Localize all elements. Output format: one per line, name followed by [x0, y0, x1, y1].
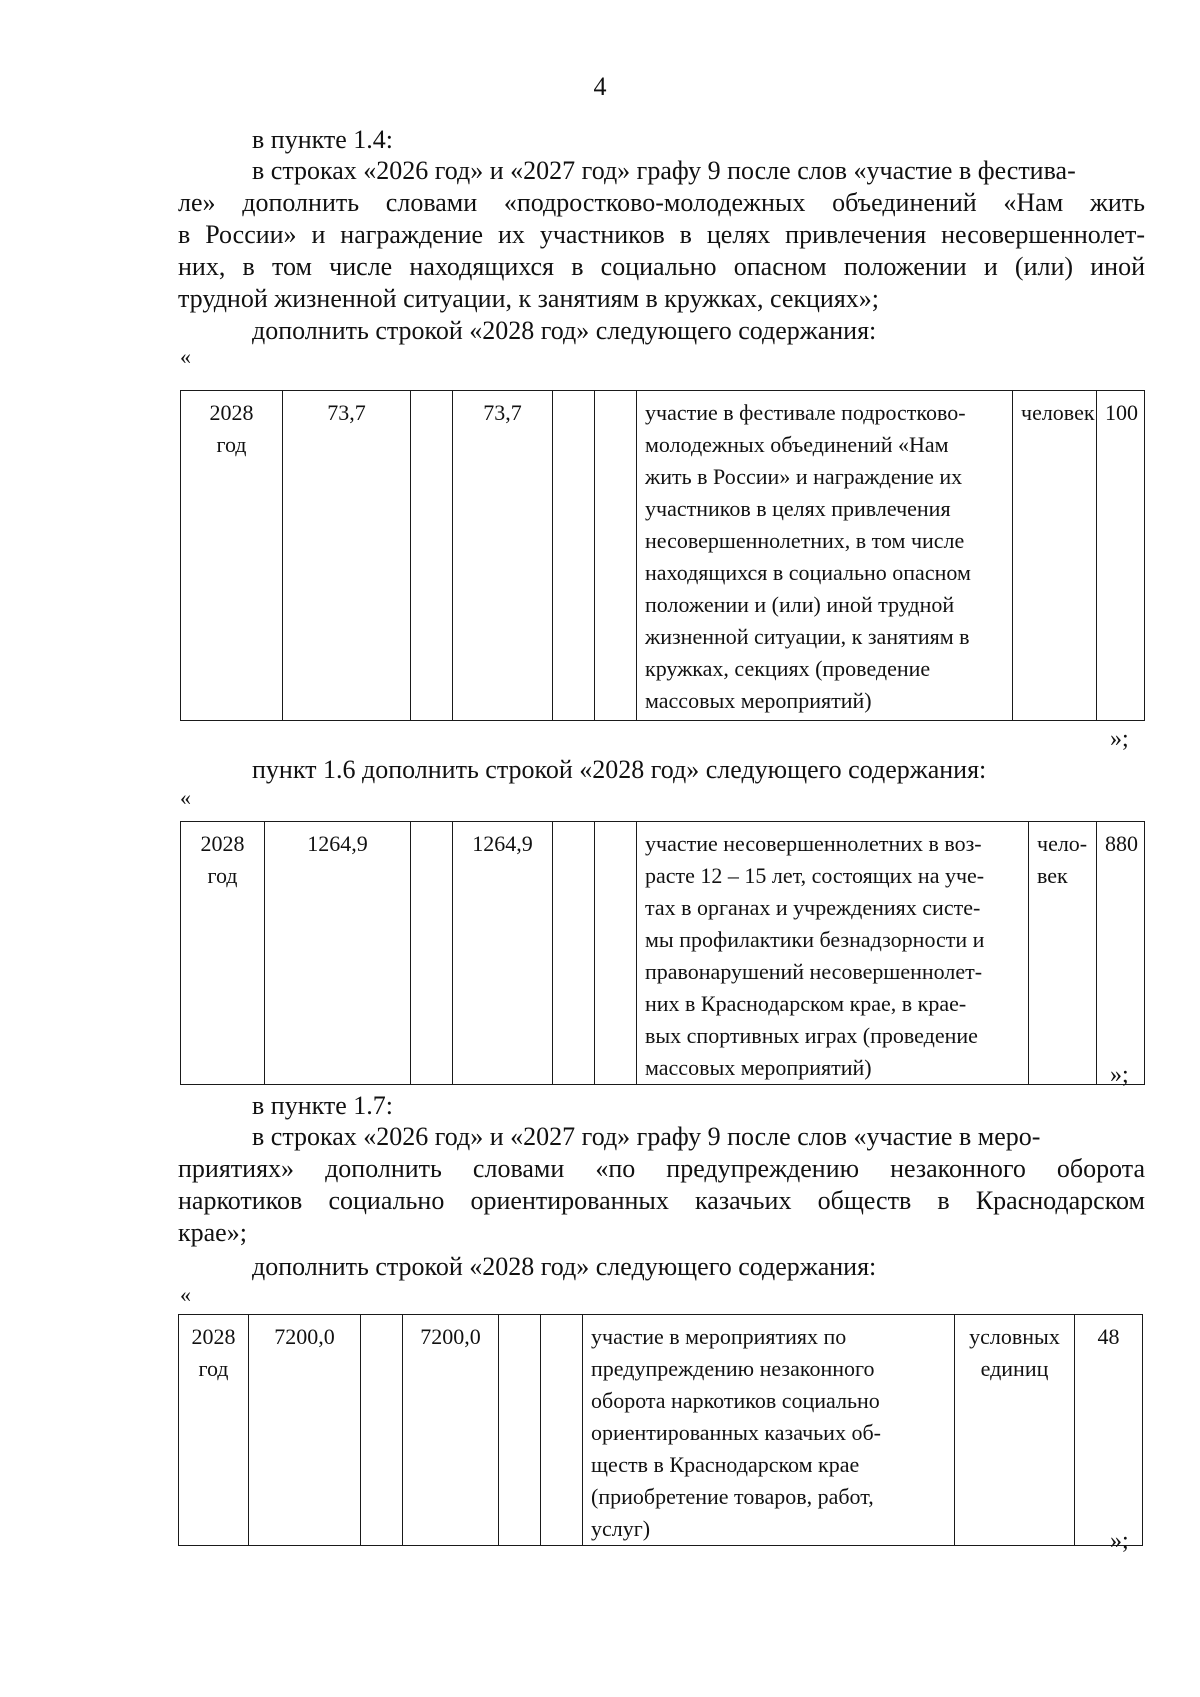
section-1-7-paragraph-line-1: в строках «2026 год» и «2027 год» графу 9 после слов «участие в меро-	[252, 1122, 1041, 1151]
description-line: правонарушений несовершеннолет-	[645, 959, 983, 984]
description-line: кружках, секциях (проведение	[645, 656, 931, 681]
section-1-7-quote-open: «	[180, 1282, 191, 1307]
description-line: участие несовершеннолетних в воз-	[645, 831, 982, 856]
year-cell	[179, 1315, 249, 1546]
unit-line: условных	[969, 1324, 1060, 1349]
section-1-4-table-row	[181, 391, 1145, 721]
description-line: участие в фестивале подростково-	[645, 400, 966, 425]
section-1-7-table	[178, 1314, 1143, 1546]
section-1-7-add-row-instruction: дополнить строкой «2028 год» следующего содержания:	[252, 1252, 877, 1281]
description-line: предупреждению незаконного	[591, 1356, 875, 1381]
unit-cell	[1029, 822, 1097, 1085]
year-number: 2028	[191, 1324, 236, 1349]
section-1-4-paragraph-line-4: них, в том числе находящихся в социально опасном положении и (или) иной	[178, 252, 1145, 281]
description-line: расте 12 – 15 лет, состоящих на уче-	[645, 863, 985, 888]
year-label: год	[216, 432, 247, 457]
value-cell: 880	[1097, 822, 1145, 1085]
total-amount-cell: 1264,9	[265, 822, 411, 1085]
empty-cell-col3	[361, 1315, 403, 1546]
description-line: массовых мероприятий)	[645, 1055, 872, 1080]
description-line: тах в органах и учреждениях систе-	[645, 895, 981, 920]
empty-cell-col5	[553, 822, 595, 1085]
description-line: несовершеннолетних, в том числе	[645, 528, 965, 553]
description-line: вых спортивных играх (проведение	[645, 1023, 978, 1048]
description-line: находящихся в социально опасном	[645, 560, 971, 585]
unit-line: век	[1037, 863, 1068, 888]
section-1-4-add-row-instruction: дополнить строкой «2028 год» следующего содержания:	[252, 316, 877, 345]
description-cell	[583, 1315, 955, 1546]
section-1-7-quote-close: »;	[1110, 1528, 1129, 1554]
section-1-7-paragraph-line-4: крае»;	[178, 1218, 247, 1247]
section-1-6-table	[180, 821, 1145, 1085]
section-1-7-paragraph-line-3: наркотиков социально ориентированных казачьих обществ в Краснодарском	[178, 1186, 1145, 1215]
section-1-4-paragraph-line-1: в строках «2026 год» и «2027 год» графу 9 после слов «участие в фестива-	[252, 156, 1076, 185]
page-number: 4	[593, 72, 607, 101]
description-line: ществ в Краснодарском крае	[591, 1452, 860, 1477]
section-1-6-quote-close: »;	[1110, 1062, 1129, 1088]
unit-cell: человек	[1013, 391, 1097, 721]
value-cell: 100	[1097, 391, 1145, 721]
section-1-7-paragraph-line-2: приятиях» дополнить словами «по предупреждению незаконного оборота	[178, 1154, 1145, 1183]
empty-cell-col6	[541, 1315, 583, 1546]
section-1-7-table-row	[179, 1315, 1143, 1546]
description-line: ориентированных казачьих об-	[591, 1420, 881, 1445]
empty-cell-col6	[595, 391, 637, 721]
budget-amount-cell: 73,7	[453, 391, 553, 721]
description-line: услуг)	[591, 1516, 651, 1541]
empty-cell-col3	[411, 391, 453, 721]
description-line: них в Краснодарском крае, в крае-	[645, 991, 967, 1016]
section-1-4-quote-open: «	[180, 344, 191, 369]
year-number: 2028	[200, 831, 245, 856]
year-cell	[181, 391, 283, 721]
section-1-4-paragraph-line-2: ле» дополнить словами «подростково-молодежных объединений «Нам жить	[178, 188, 1145, 217]
budget-amount-cell: 7200,0	[403, 1315, 499, 1546]
empty-cell-col5	[499, 1315, 541, 1546]
budget-amount-cell: 1264,9	[453, 822, 553, 1085]
description-line: молодежных объединений «Нам	[645, 432, 949, 457]
unit-line: чело-	[1037, 831, 1088, 856]
year-cell	[181, 822, 265, 1085]
description-cell	[637, 822, 1029, 1085]
section-1-4-table	[180, 390, 1145, 721]
description-cell	[637, 391, 1013, 721]
year-label: год	[207, 863, 238, 888]
empty-cell-col3	[411, 822, 453, 1085]
section-1-4-paragraph-line-5: трудной жизненной ситуации, к занятиям в кружках, секциях»;	[178, 284, 880, 313]
unit-cell	[955, 1315, 1075, 1546]
description-line: участников в целях привлечения	[645, 496, 951, 521]
description-line: жить в России» и награждение их	[645, 464, 963, 489]
empty-cell-col5	[553, 391, 595, 721]
description-line: мы профилактики безнадзорности и	[645, 927, 985, 952]
total-amount-cell: 73,7	[283, 391, 411, 721]
section-1-6-table-row	[181, 822, 1145, 1085]
description-line: жизненной ситуации, к занятиям в	[645, 624, 970, 649]
total-amount-cell: 7200,0	[249, 1315, 361, 1546]
section-1-6-quote-open: «	[180, 785, 191, 810]
year-number: 2028	[209, 400, 254, 425]
section-1-6-heading: пункт 1.6 дополнить строкой «2028 год» следующего содержания:	[252, 755, 987, 784]
description-line: (приобретение товаров, работ,	[591, 1484, 874, 1509]
unit-line: единиц	[980, 1356, 1049, 1381]
description-line: положении и (или) иной трудной	[645, 592, 955, 617]
value-cell: 48	[1075, 1315, 1143, 1546]
year-label: год	[198, 1356, 229, 1381]
section-1-4-heading: в пункте 1.4:	[252, 125, 394, 154]
description-line: массовых мероприятий)	[645, 688, 872, 713]
section-1-4-paragraph-line-3: в России» и награждение их участников в целях привлечения несовершеннолет-	[178, 220, 1145, 249]
section-1-4-quote-close: »;	[1110, 726, 1129, 752]
description-line: участие в мероприятиях по	[591, 1324, 847, 1349]
description-line: оборота наркотиков социально	[591, 1388, 880, 1413]
empty-cell-col6	[595, 822, 637, 1085]
section-1-7-heading: в пункте 1.7:	[252, 1091, 394, 1120]
